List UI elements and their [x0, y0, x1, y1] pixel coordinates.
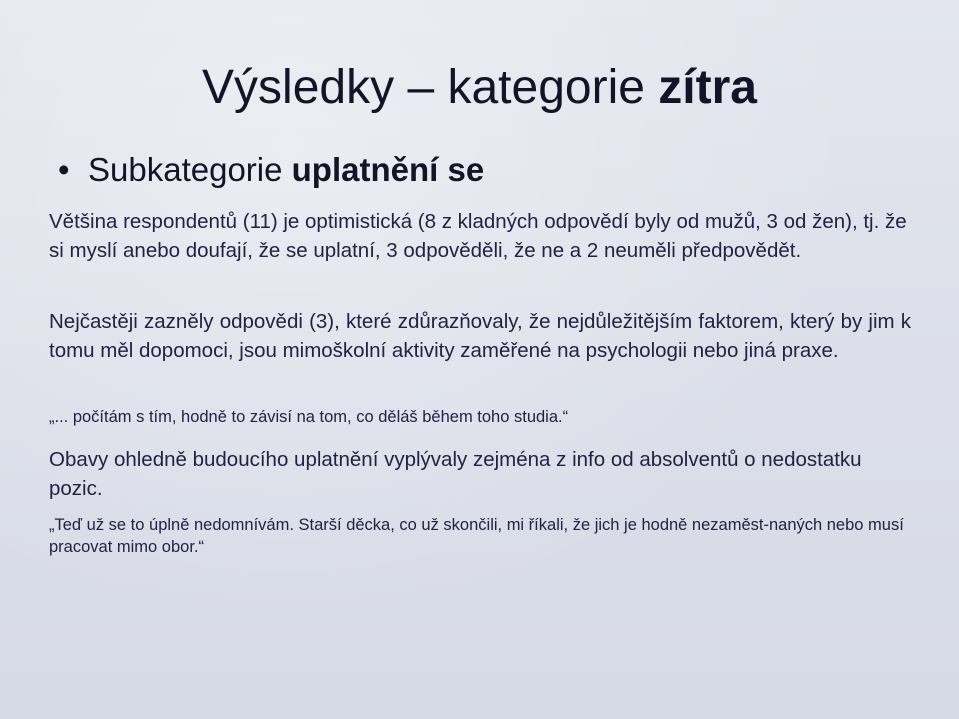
subcategory-bullet: [58, 148, 484, 192]
slide-title-text: Výsledky – kategorie: [202, 61, 659, 114]
slide-title-emphasis: zítra: [658, 61, 757, 114]
quote-respondent-2: „Teď už se to úplně nedomnívám. Starší děcka, co už skončili, mi říkali, že jich je hodně nezaměst-naných nebo musí pracovat mimo obor.“: [49, 516, 904, 556]
paragraph-concerns: Obavy ohledně budoucího uplatnění vyplývaly zejména z info od absolventů o nedostatku pozic.: [49, 448, 862, 500]
paragraph-frequent-answers: Nejčastěji zazněly odpovědi (3), které zdůrazňovaly, že nejdůležitějším faktorem, který by jim k tomu měl dopomoci, jsou mimoškolní aktivity zaměřené na psychologii nebo jiná praxe.: [49, 310, 911, 362]
bullet-marker: •: [58, 151, 70, 188]
slide-title: [0, 58, 959, 118]
subcategory-text: Subkategorie: [88, 151, 292, 188]
quote-respondent-1: „... počítám s tím, hodně to závisí na tom, co děláš během toho studia.“: [49, 408, 569, 426]
paragraph-optimism: Většina respondentů (11) je optimistická (8 z kladných odpovědí byly od mužů, 3 od žen), tj. že si myslí anebo doufají, že se uplatní, 3 odpověděli, že ne a 2 neuměli předpovědět.: [49, 210, 907, 262]
subcategory-emphasis: uplatnění se: [291, 151, 485, 188]
